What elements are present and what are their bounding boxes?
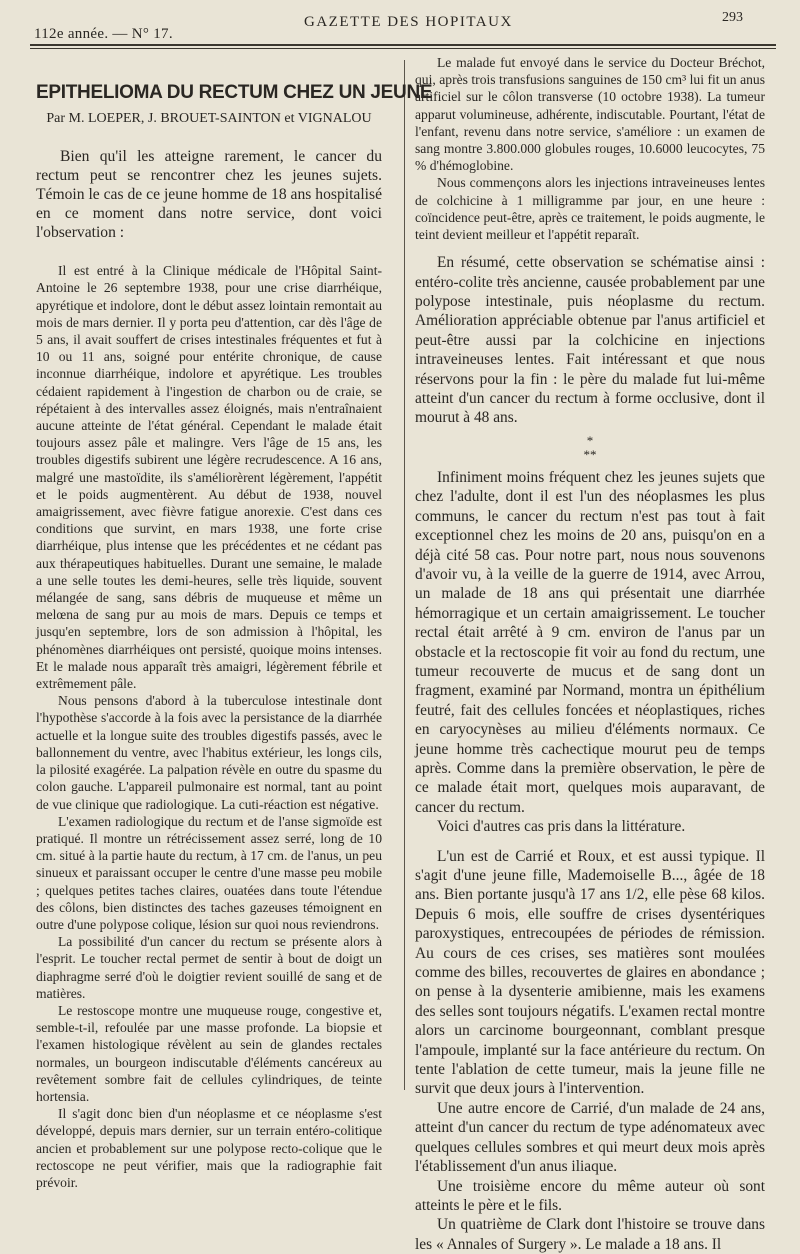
lead-paragraph: Bien qu'il les atteigne rarement, le cancer du rectum peut se rencontrer chez les jeunes sujets. Témoin le cas de ce jeune homme de 18 ans hospitalisé en ce moment dans notre service, dont voici l'observation : [36,148,382,242]
summary-paragraph: En résumé, cette observation se schématise ainsi : entéro-colite très ancienne, causée probablement par une polypose intestinale, puis néoplasme du rectum. Amélioration appréciable obtenue par l'anus artificiel et peut-être aussi par la colchicine en injections intraveineuses lentes. Fait intéressant et que nous réservons pour la fin : le père du malade fut lui-même atteint d'un cancer du rectum à forme occlusive, dont il mourut à 48 ans. [415,254,765,427]
article-authors: Par M. LOEPER, J. BROUET-SAINTON et VIGNALOU [46,111,372,126]
paragraph: Il est entré à la Clinique médicale de l'Hôpital Saint-Antoine le 26 septembre 1938, pour une crise diarrhéique, apyrétique et indolore, dont le début assez lointain remontait au mois de mars dernier. Il y porta peu d'attention, car dès l'âge de 5 ans, il avait souffert de crises intestinales fréquentes et fut à 10 ou 11 ans, soigné pour entérite chronique, de cause inconnue diarrhéique, indolore et apyrétique. Les troubles cédaient rapidement à l'ingestion de charbon ou de craie, se répétaient à des intervalles assez éloignés, mais n'entraînaient aucune atteinte de l'état général. Cependant le malade était toujours assez pâle et malingre. Vers l'âge de 15 ans, les troubles digestifs subirent une légère recrudescence. A 16 ans, malgré une mastoïdite, ils s'améliorèrent légèrement, l'appétit et le poids augmentèrent. Au début de 1938, nouvel amaigrissement, avec fièvre fatigue anorexie. C'est dans ces conditions que survint, en mars 1938, une forte crise diarrhéique, plus intense que les précédentes et ne cédant pas aux thérapeutiques habituelles. Durant une semaine, le malade a une selle toutes les demi-heures, selle très liquide, souvent mélangée de sang, sans débris de muqueuse et même un melœna de sang pur au mois de mars. Depuis ce temps et jusqu'en septembre, lors de son admission à l'hôpital, les phénomènes diarrhéiques ont persisté, quoique moins intenses. Et le malade nous apparaît très amaigri, légèrement fébrile et extrêmement pâle. [36,263,382,692]
paragraph: Nous commençons alors les injections intraveineuses lentes de colchicine à 1 milligramme par jour, en une heure : coïncidence peut-être, après ce traitement, le poids augmente, le teint devient meilleur et l'appétit reparaît. [415,175,765,243]
paragraph: L'examen radiologique du rectum et de l'anse sigmoïde est pratiqué. Il montre un rétrécissement assez serré, long de 10 cm. situé à la partie haute du rectum, à 17 cm. de l'anus, un peu sinueux et paraissant occuper le centre d'une masse peu mobile ; quelques petites taches claires, ouatées dans toute l'étendue des côlons, bien distinctes des taches gazeuses témoignent en outre d'une polypose colique, lésion sur quoi nous reviendrons. [36,813,382,932]
paragraph: Nous pensons d'abord à la tuberculose intestinale dont l'hypothèse s'accorde à la fois avec la persistance de la diarrhée actuelle et la longue suite des troubles digestifs passés, avec le ballonnement du ventre, avec l'habitus extérieur, les longs cils, la pilosité exagérée. La palpation révèle en outre du spasme du colon gauche. L'appareil pulmonaire est normal, tant au point de vue clinique que radiologique. La cuti-réaction est négative. [36,693,382,812]
paragraph: Un quatrième de Clark dont l'histoire se trouve dans les « Annales of Surgery ». Le malade a 18 ans. Il [415,1216,765,1253]
page-header [0,0,800,48]
page-number: 293 [722,10,743,25]
column-divider [404,60,405,1090]
paragraph: Une troisième encore du même auteur où sont atteints le père et le fils. [415,1177,765,1214]
paragraph: L'un est de Carrié et Roux, et est aussi typique. Il s'agit d'une jeune fille, Mademoiselle B..., âgée de 18 ans. Bien portante jusqu'à 17 ans 1/2, elle pèse 68 kilos. Depuis 6 mois, elle souffre de crises dysentériques paroxystiques, entrecoupées de périodes de rémission. Au cours de ces crises, ses matières sont moulées comme des billes, recouvertes de glaires en abondance ; on pense à la dysenterie amibienne, mais les examens des selles sont toujours négatifs. L'examen rectal montre alors un carcinome bourgeonnant, comblant presque l'ampoule, implanté sur la face antérieure du rectum. On tente l'ablation de cette tumeur, mais la jeune fille ne survit que deux jours à l'intervention. [415,847,765,1098]
paragraph: Voici d'autres cas pris dans la littérature. [437,818,686,836]
article-title: EPITHELIOMA DU RECTUM CHEZ UN JEUNE [36,82,433,103]
paragraph: Il s'agit donc bien d'un néoplasme et ce néoplasme s'est développé, depuis mars dernier, sur un terrain entéro-colitique ancien et probablement sur une polypose recto-colique que le rectoscope ne peut vérifier, mais que la radiographie fait prévoir. [36,1106,382,1190]
journal-title: GAZETTE DES HOPITAUX [304,14,513,30]
header-rule [30,44,776,49]
paragraph: Le malade fut envoyé dans le service du Docteur Bréchot, qui, après trois transfusions sanguines de 150 cm³ lui fit un anus artificiel sur le côlon transverse (10 octobre 1938). La tumeur apparut volumineuse, adhérente, indiscutable. Pourtant, l'état de l'enfant, revenu dans notre service, s'améliore : un examen de sang montre 3.800.000 globules rouges, 10.6000 leucocytes, 75 % d'hémoglobine. [415,55,765,174]
paragraph: La possibilité d'un cancer du rectum se présente alors à l'esprit. Le toucher rectal permet de sentir à bout de doigt un diaphragme serré d'où le doigtier revient souillé de sang et de matières. [36,934,382,1001]
paragraph: Le restoscope montre une muqueuse rouge, congestive et, semble-t-il, refoulée par une masse profonde. La biopsie et l'examen histologique révèlent au sein de glandes rectales normales, un bourgeon indiscutable d'éléments cancéreux au revêtement sombre fait de cellules cylindriques, de teinte hortensia. [36,1002,382,1104]
issue-info: 112e année. — N° 17. [34,26,173,42]
left-column [36,74,433,1191]
section-separator: * ** [583,432,597,462]
right-column [415,54,765,1254]
paragraph: Une autre encore de Carrié, d'un malade de 24 ans, atteint d'un cancer du rectum de type adénomateux avec quelques cellules sombres et qui meurt deux mois après l'établissement d'un anus iliaque. [415,1099,765,1176]
paragraph: Infiniment moins fréquent chez les jeunes sujets que chez l'adulte, dont il est l'un des néoplasmes les plus communs, le cancer du rectum n'est pas tout à fait exceptionnel chez les moins de 20 ans, puisqu'on en a déjà cité 58 cas. Pour notre part, nous nous souvenons d'avoir vu, à la veille de la guerre de 1914, avec Arrou, un malade de 18 ans qui présentait une diarrhée hémorragique et un certain amaigrissement. Le toucher rectal était arrêté à 9 cm. environ de l'anus par un obstacle et la rectoscopie fit voir au fond du rectum, une tumeur recouverte de mucus et de sang dont un fragment, examiné par Normand, montra un épithélium feutré, fait des cellules foncées et néoplastiques, riches en caryocynèses au milieu d'éléments normaux. Ce jeune homme très cachectique mourut peu de temps après. Comme dans la première observation, le père de ce malade était mort, quelques mois auparavant, de cancer du rectum. [415,468,765,816]
